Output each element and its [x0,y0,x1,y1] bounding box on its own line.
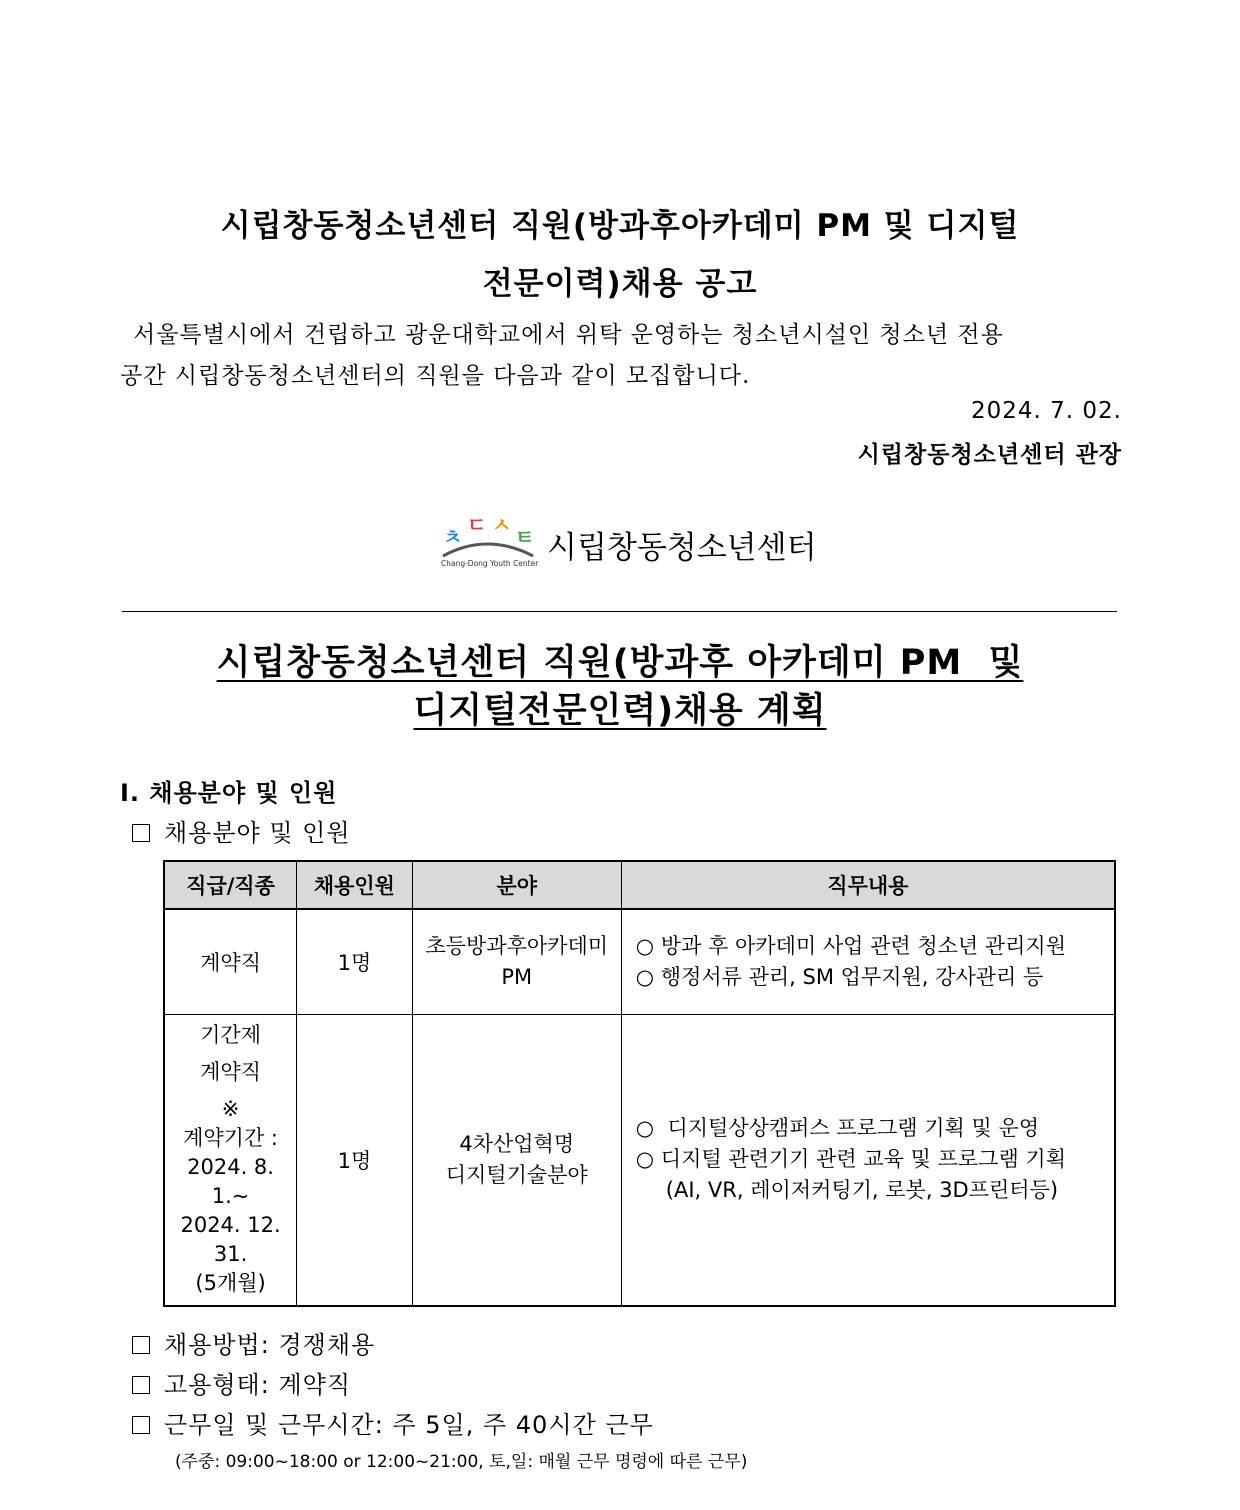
logo-letter: ㅌ [515,525,535,549]
th-field: 분야 [412,861,621,909]
notice-signer: 시립창동청소년센터 관장 [857,442,1122,468]
bullet-method: 채용방법: 경쟁채용 [132,1325,375,1360]
table-row [164,1014,1115,1306]
center-logo-text: 시립창동청소년센터 [547,530,817,566]
th-count: 채용인원 [297,861,413,909]
cell-field: 초등방과후아카데미 PM [412,909,621,1014]
cell-rank: 기간제 계약직 ※ 계약기간 : 2024. 8. 1.~ 2024. 12. 31. (5개월) [164,1014,297,1306]
th-rank: 직급/직종 [164,861,297,909]
cell-rank: 계약직 [164,909,297,1014]
th-duty: 직무내용 [621,861,1115,909]
bullet-type: 고용형태: 계약직 [132,1365,351,1400]
logo-letter: ㅊ [443,525,463,549]
intro-line2: 공간 시립창동청소년센터의 직원을 다음과 같이 모집합니다. [120,363,751,389]
logo-subtext: Chang-Dong Youth Center [441,559,539,568]
notice-title-line1: 시립창동청소년센터 직원(방과후아카데미 PM 및 디지털 [220,208,1020,244]
cell-duty: ○ 방과 후 아카데미 사업 관련 청소년 관리지원 ○ 행정서류 관리, SM 업무지원, 강사관리 등 [621,909,1115,1014]
logo-letter: ㅅ [492,513,512,537]
hours-note: (주중: 09:00~18:00 or 12:00~21:00, 토,일: 매월 근무 명령에 따른 근무) [175,1452,748,1472]
cell-count: 1명 [297,909,413,1014]
center-logo-mark [437,512,547,572]
cell-field: 4차산업혁명 디지털기술분야 [412,1014,621,1306]
section1-bullet: 채용분야 및 인원 [132,813,351,848]
notice-date: 2024. 7. 02. [971,398,1122,424]
cell-duty: ○ 디지털상상캠퍼스 프로그램 기획 및 운영 ○ 디지털 관련기기 관련 교육 및 프로그램 기획 (AI, VR, 레이저커팅기, 로봇, 3D프린터등) [621,1014,1115,1306]
notice-title-line2: 전문이력)채용 공고 [482,266,758,302]
center-logo [437,512,817,572]
checkbox-square-icon [132,1376,150,1394]
recruitment-table [163,860,1116,1307]
checkbox-square-icon [132,824,150,842]
plan-title-line1: 시립창동청소년센터 직원(방과후 아카데미 PM 및 [216,643,1024,683]
cell-count: 1명 [297,1014,413,1306]
table-header-row [164,861,1115,909]
section1-heading: Ⅰ. 채용분야 및 인원 [120,779,338,807]
intro-line1: 서울특별시에서 건립하고 광운대학교에서 위탁 운영하는 청소년시설인 청소년 전용 [133,322,1004,348]
table-row [164,909,1115,1014]
checkbox-square-icon [132,1416,150,1434]
checkbox-square-icon [132,1336,150,1354]
plan-title-line2: 디지털전문인력)채용 계획 [413,691,827,731]
logo-letter: ㄷ [467,513,487,537]
divider [122,611,1117,612]
bullet-hours: 근무일 및 근무시간: 주 5일, 주 40시간 근무 [132,1405,654,1440]
